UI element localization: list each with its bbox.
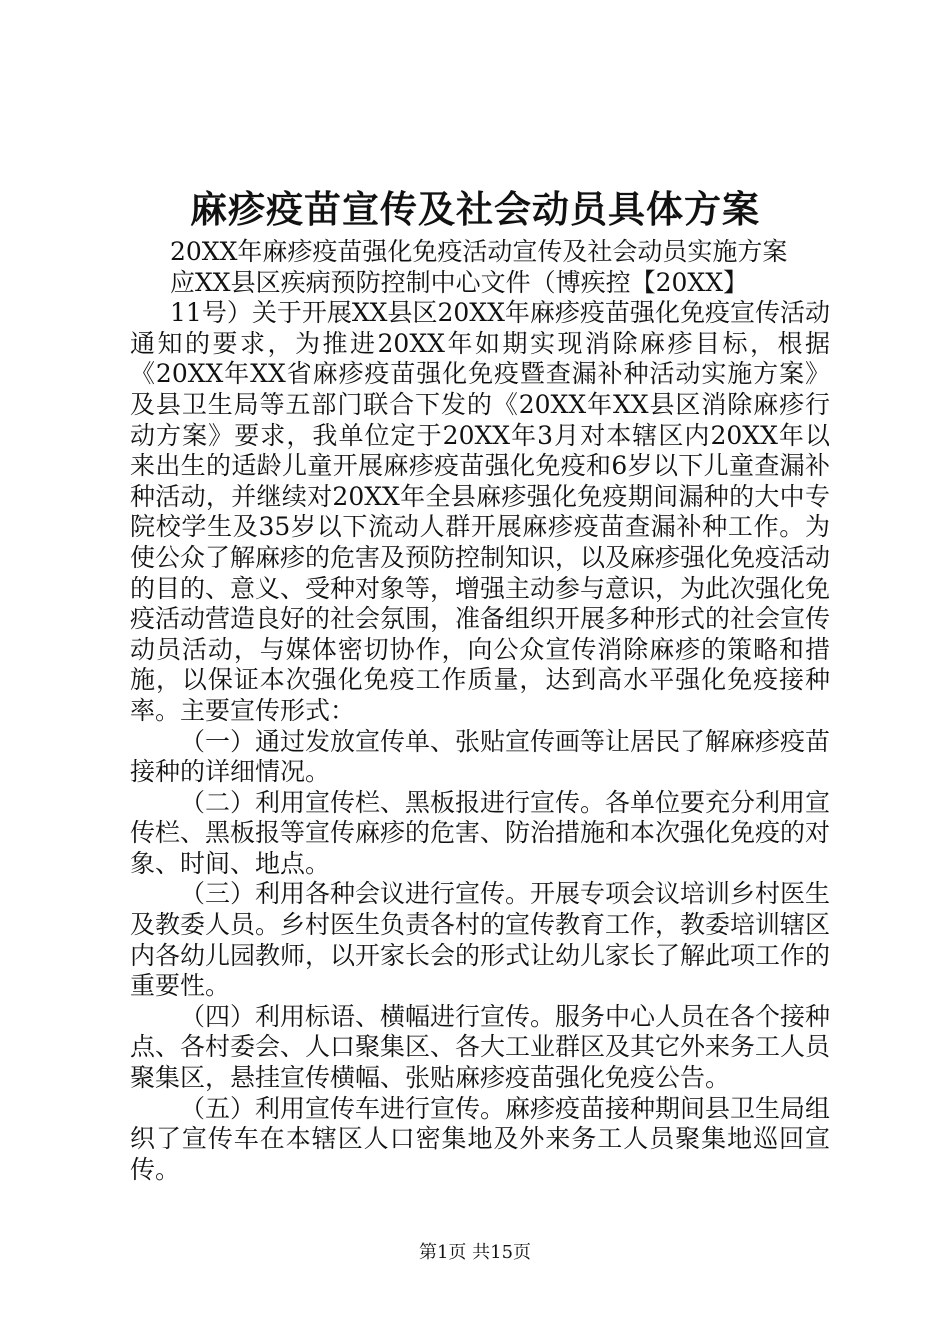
page-number: 第1页 共15页 bbox=[418, 1242, 532, 1263]
document-body bbox=[130, 237, 830, 1185]
list-item: （二）利用宣传栏、黑板报进行宣传。各单位要充分利用宣传栏、黑板报等宣传麻疹的危害、防治措施和本次强化免疫的对象、时间、地点。 bbox=[130, 787, 831, 878]
intro-line: 应XX县区疾病预防控制中心文件（博疾控【20XX】 bbox=[170, 267, 749, 297]
list-item: （五）利用宣传车进行宣传。麻疹疫苗接种期间县卫生局组织了宣传车在本辖区人口密集地及外来务工人员聚集地巡回宣传。 bbox=[130, 1093, 831, 1184]
intro-paragraph: 11号）关于开展XX县区20XX年麻疹疫苗强化免疫宣传活动通知的要求，为推进20XX年如期实现消除麻疹目标，根据《20XX年XX省麻疹疫苗强化免疫暨查漏补种活动实施方案》及县卫生局等五部门联合下发的《20XX年XX县区消除麻疹行动方案》要求，我单位定于20XX年3月对本辖区内20XX年以来出生的适龄儿童开展麻疹疫苗强化免疫和6岁以下儿童查漏补种活动，并继续对20XX年全县麻疹强化免疫期间漏种的大中专院校学生及35岁以下流动人群开展麻疹疫苗查漏补种工作。为使公众了解麻疹的危害及预防控制知识，以及麻疹强化免疫活动的目的、意义、受种对象等，增强主动参与意识，为此次强化免疫活动营造良好的社会氛围，准备组织开展多种形式的社会宣传动员活动，与媒体密切协作，向公众宣传消除麻疹的策略和措施，以保证本次强化免疫工作质量，达到高水平强化免疫接种率。主要宣传形式： bbox=[130, 298, 831, 725]
list-item: （三）利用各种会议进行宣传。开展专项会议培训乡村医生及教委人员。乡村医生负责各村的宣传教育工作，教委培训辖区内各幼儿园教师，以开家长会的形式让幼儿家长了解此项工作的重要性。 bbox=[130, 879, 831, 1001]
document-subtitle: 20XX年麻疹疫苗强化免疫活动宣传及社会动员实施方案 bbox=[170, 237, 788, 266]
document-title: 麻疹疫苗宣传及社会动员具体方案 bbox=[190, 187, 760, 231]
list-item: （四）利用标语、横幅进行宣传。服务中心人员在各个接种点、各村委会、人口聚集区、各大工业群区及其它外来务工人员聚集区，悬挂宣传横幅、张贴麻疹疫苗强化免疫公告。 bbox=[130, 1001, 831, 1093]
list-item: （一）通过发放宣传单、张贴宣传画等让居民了解麻疹疫苗接种的详细情况。 bbox=[130, 726, 831, 787]
